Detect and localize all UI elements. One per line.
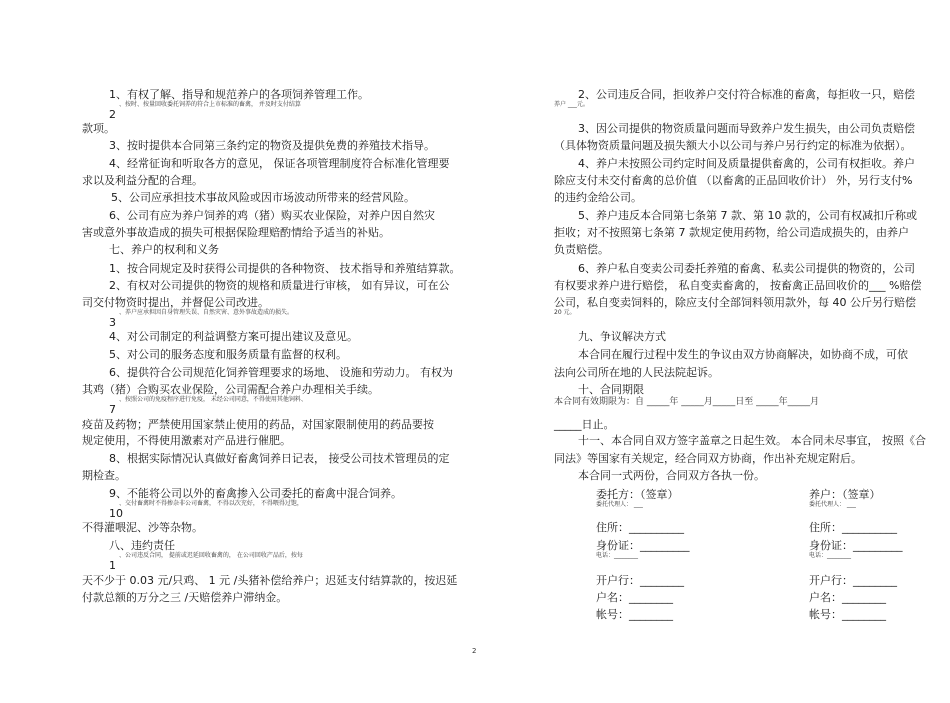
left-line-22: 不得灌喂泥、沙等杂物。: [82, 521, 203, 534]
party-a-address: 住所：__________: [596, 521, 684, 534]
left-line-1: 1、有权了解、指导和规范养户的各项饲养管理工作。: [109, 88, 369, 101]
right-line-14: 本合同在履行过程中发生的争议由双方协商解决，如协商不成，可依: [578, 348, 908, 361]
right-line-18: 十一、本合同自双方签字盖章之日起生效。 本合同未尽事宜， 按照《合: [578, 434, 926, 447]
party-a-account-no: 帐号：________: [596, 608, 673, 621]
page-number: 2: [472, 647, 477, 655]
party-b-id: 身份证：_________: [809, 539, 903, 552]
right-line-10: 6、养户私自变卖公司委托养殖的畜禽、私卖公司提供的物资的，公司: [578, 262, 915, 275]
right-line-3: （具体物资质量问题及损失额大小以公司与养户另行约定的标准为依据）。: [554, 139, 912, 152]
left-line-13: 4、对公司制定的利益调整方案可提出建议及意见。: [109, 330, 358, 343]
right-line-5: 除应支付未交付畜禽的总价值 （以畜禽的正品回收价计） 外，另行支付%: [554, 174, 913, 187]
left-item-number-1: 1: [109, 559, 116, 572]
left-line-11: 2、有权对公司提供的物资的规格和质量进行审核， 如有异议，可在公: [109, 279, 450, 292]
left-item-number-10: 10: [109, 507, 123, 520]
right-line-6: 的违约金给公司。: [554, 191, 642, 204]
party-b-agent: 委托代理人： ___: [809, 501, 856, 508]
right-section-heading-10: 十、合同期限: [578, 383, 644, 396]
left-line-24: 天不少于 0.03 元/只鸡、 1 元 /头猪补偿给养户；迟延支付结算款的，按迟延: [82, 574, 458, 587]
left-note-1: 、按时、按量回收委托饲养的符合上市标准的畜禽， 并及时支付结算: [119, 101, 301, 108]
right-line-19: 同法》等国家有关规定，经合同双方协商，作出补充规定附后。: [554, 452, 862, 465]
left-line-3: 3、按时提供本合同第三条约定的物资及提供免费的养殖技术指导。: [109, 139, 435, 152]
party-a-id: 身份证：_________: [596, 539, 690, 552]
left-line-21: 9、不能将公司以外的畜禽掺入公司委托的畜禽中混合饲养。: [109, 487, 402, 500]
party-a-account-name: 户名：________: [596, 591, 673, 604]
left-line-10: 1、按合同规定及时获得公司提供的各种物资、 技术指导和养殖结算款。: [109, 262, 461, 275]
right-line-11: 有权要求养户进行赔偿， 私自变卖畜禽的， 按畜禽正品回收价的___ %赔偿: [554, 279, 922, 292]
left-line-8: 害或意外事故造成的损失可根据保险理赔酌情给予适当的补贴。: [82, 226, 390, 239]
left-line-17: 疫苗及药物；严禁使用国家禁止使用的药品，对国家限制使用的药品要按: [82, 418, 434, 431]
left-line-7: 6、公司有应为养户饲养的鸡（猪）购买农业保险，对养户因自然灾: [109, 209, 435, 222]
right-line-4: 4、养户未按照公司约定时间及质量提供畜禽的，公司有权拒收。养户: [578, 157, 915, 170]
left-line-14: 5、对公司的服务态度和服务质量有监督的权利。: [109, 348, 347, 361]
left-item-number-2: 2: [109, 108, 116, 121]
left-section-heading-7: 七、养户的权利和义务: [109, 243, 219, 256]
left-line-12: 司交付物资时提出，并督促公司改进。: [82, 296, 269, 309]
left-line-18: 规定使用，不得使用激素对产品进行催肥。: [82, 434, 291, 447]
right-line-7: 5、养户违反本合同第七条第 7 款、第 10 款的，公司有权减扣斤称或: [578, 209, 917, 222]
party-a-label: 委托方：（签章）: [596, 488, 679, 501]
party-a-bank: 开户行：________: [596, 574, 684, 587]
right-line-8: 拒收；对不按照第七条第 7 款规定使用药物，给公司造成损失的，由养户: [554, 226, 909, 239]
right-line-15: 法向公司所在地的人民法院起诉。: [554, 366, 719, 379]
right-note-1: 养户 ___元。: [554, 101, 589, 108]
left-line-5: 求以及利益分配的合理。: [82, 174, 203, 187]
left-line-6: 5、公司应承担技术事故风险或因市场波动所带来的经营风险。: [111, 191, 415, 204]
left-line-15: 6、提供符合公司规范化饲养管理要求的场地、 设施和劳动力。 有权为: [109, 366, 453, 379]
right-note-12: 20 元。: [554, 309, 576, 316]
left-item-number-7: 7: [109, 403, 116, 416]
party-a-agent: 委托代理人： ___: [596, 501, 643, 508]
left-line-16: 其鸡（猪）合购买农业保险，公司需配合养户办理相关手续。: [82, 383, 379, 396]
right-line-17: _____日止。: [554, 418, 615, 431]
left-line-4: 4、经常征询和听取各方的意见， 保证各项管理制度符合标准化管理要: [109, 157, 450, 170]
right-line-12: 公司，私自变卖饲料的，除应支付全部饲料领用款外，每 40 公斤另行赔偿: [554, 296, 916, 309]
party-b-phone: 电话：________: [809, 552, 852, 559]
left-note-1b: 、公司违反合同， 提前或迟延回收畜禽的， 在公司回收产品后，按每: [119, 552, 303, 559]
left-line-2: 款项。: [82, 122, 115, 135]
party-a-phone: 电话：________: [596, 552, 639, 559]
left-note-10: 、交付畜禽时不得掺杂非公司畜禽， 不得以次充好， 不得喂得过饱，: [119, 500, 303, 507]
right-section-heading-9: 九、争议解决方式: [578, 330, 666, 343]
right-line-2: 3、因公司提供的物资质量问题而导致养户发生损失，由公司负责赔偿: [578, 122, 915, 135]
party-b-address: 住所：__________: [809, 521, 897, 534]
left-line-25: 付款总额的万分之三 /天赔偿养户滞纳金。: [82, 591, 288, 604]
left-item-number-3: 3: [109, 316, 116, 329]
party-b-bank: 开户行：________: [809, 574, 897, 587]
right-line-20: 本合同一式两份，合同双方各执一份。: [578, 469, 765, 482]
right-line-1: 2、公司违反合同，拒收养户交付符合标准的畜禽，每拒收一只，赔偿: [578, 88, 915, 101]
right-term-line: 本合同有效期限为：自 _____年 _____月_____日至 _____年_____月: [554, 397, 820, 407]
party-b-account-no: 帐号：________: [809, 608, 886, 621]
left-line-20: 期检查。: [82, 469, 126, 482]
left-note-7: 、按照公司的免疫程序进行免疫， 未经公司同意，不得使用其他饲料、: [119, 396, 307, 403]
party-b-label: 养户：（签章）: [809, 488, 881, 501]
left-note-3: 、养户应承担因自身管理失误、自然灾害、意外事故造成的损失。: [119, 309, 294, 316]
right-line-9: 负责赔偿。: [554, 243, 609, 256]
left-line-19: 8、根据实际情况认真做好畜禽饲养日记表， 接受公司技术管理员的定: [109, 452, 450, 465]
left-section-heading-8: 八、违约责任: [109, 539, 175, 552]
party-b-account-name: 户名：________: [809, 591, 886, 604]
